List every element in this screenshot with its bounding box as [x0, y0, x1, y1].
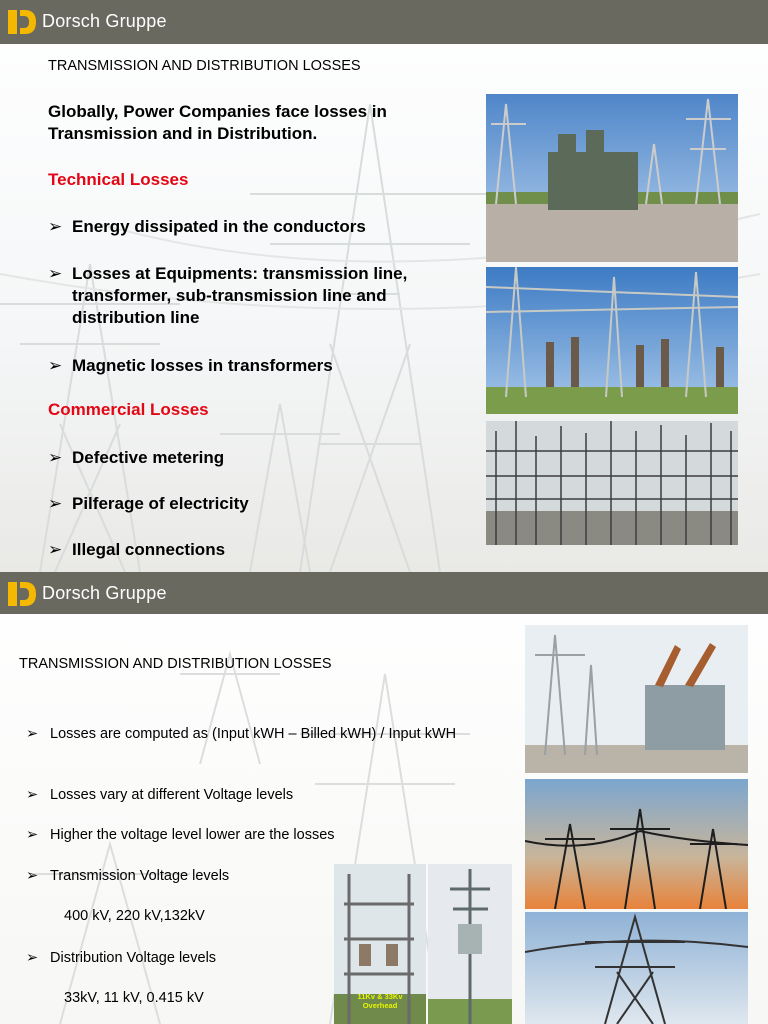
dorsch-logo-icon — [8, 8, 38, 36]
photo-outdoor-switchyard — [486, 267, 738, 414]
technical-item-3: ➢ Magnetic losses in transformers — [48, 356, 333, 375]
arrow-bullet-icon: ➢ — [48, 448, 63, 467]
photo-distribution-pole — [428, 864, 512, 1024]
technical-item-1: ➢ Energy dissipated in the conductors — [48, 217, 366, 236]
arrow-bullet-icon: ➢ — [26, 726, 39, 742]
photo-dense-substation — [486, 421, 738, 545]
technical-item-2: ➢ Losses at Equipments: transmission line, transformer, sub-transmission line and distribution line — [48, 264, 408, 327]
arrow-bullet-icon: ➢ — [26, 868, 39, 884]
arrow-bullet-icon: ➢ — [48, 217, 63, 236]
arrow-bullet-icon: ➢ — [48, 494, 63, 513]
dorsch-logo-icon — [8, 580, 38, 608]
distribution-levels: 33kV, 11 kV, 0.415 kV — [64, 990, 204, 1006]
brand-name: Dorsch Gruppe — [42, 11, 167, 31]
slide-2 — [0, 572, 768, 1024]
arrow-bullet-icon: ➢ — [26, 787, 39, 803]
photo-power-transformer — [525, 625, 748, 773]
transmission-levels: 400 kV, 220 kV,132kV — [64, 908, 205, 924]
slide-2-item-3: ➢ Higher the voltage level lower are the losses — [26, 827, 335, 843]
slide-2-header — [0, 572, 768, 614]
commercial-item-2: ➢ Pilferage of electricity — [48, 494, 249, 513]
arrow-bullet-icon: ➢ — [26, 950, 39, 966]
arrow-bullet-icon: ➢ — [48, 540, 63, 559]
slide-2-item-4: ➢ Transmission Voltage levels — [26, 868, 230, 884]
photo-caption: 11Kv & 33Kv Overhead — [357, 992, 403, 1010]
commercial-item-1: ➢ Defective metering — [48, 448, 225, 467]
photo-pylon-sky — [525, 912, 748, 1024]
slide-1-lead: Globally, Power Companies face losses in Transmission and in Distribution. — [48, 102, 387, 143]
slide-2-item-2: ➢ Losses vary at different Voltage levels — [26, 787, 294, 803]
slide-1-title: TRANSMISSION AND DISTRIBUTION LOSSES — [48, 58, 361, 74]
arrow-bullet-icon: ➢ — [48, 356, 63, 375]
slide-2-item-5: ➢ Distribution Voltage levels — [26, 950, 217, 966]
photo-distribution-structure — [334, 864, 426, 1024]
arrow-bullet-icon: ➢ — [26, 827, 39, 843]
technical-losses-heading: Technical Losses — [48, 170, 189, 189]
slide-1-header — [0, 0, 768, 44]
photo-pylons-sunset — [525, 779, 748, 909]
commercial-item-3: ➢ Illegal connections — [48, 540, 226, 559]
slide-2-title: TRANSMISSION AND DISTRIBUTION LOSSES — [19, 656, 332, 672]
photo-transformer-substation — [486, 94, 738, 262]
arrow-bullet-icon: ➢ — [48, 264, 63, 283]
slide-2-item-1: ➢ Losses are computed as (Input kWH – Billed kWH) / Input kWH — [26, 726, 457, 742]
brand-name: Dorsch Gruppe — [42, 583, 167, 603]
commercial-losses-heading: Commercial Losses — [48, 400, 209, 419]
